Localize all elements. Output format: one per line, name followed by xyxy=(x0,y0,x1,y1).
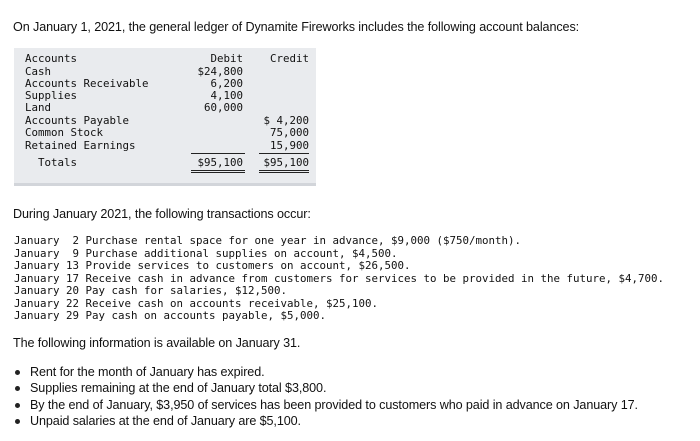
transaction-line: January 2 Purchase rental space for one year in advance, $9,000 ($750/month). xyxy=(14,234,522,247)
debit-header: Debit xyxy=(210,52,243,65)
ledger-row-debit: 6,200 xyxy=(210,77,243,90)
ledger-row-debit: $24,800 xyxy=(197,65,243,78)
transaction-line: January 22 Receive cash on accounts receivable, $25,100. xyxy=(14,296,379,310)
ledger-row-credit: $ 4,200 xyxy=(263,114,309,127)
transactions-intro: During January 2021, the following transactions occur: xyxy=(13,207,311,221)
bullet-icon xyxy=(15,403,20,408)
transactions-list xyxy=(14,235,664,323)
totals-label: Totals xyxy=(38,156,78,169)
list-item-text: Supplies remaining at the end of January total $3,800. xyxy=(30,381,327,396)
ledger-table xyxy=(14,48,316,186)
info-intro: The following information is available on January 31. xyxy=(13,336,301,350)
list-item-text: By the end of January, $3,950 of services has been provided to customers who paid in advance on January 17. xyxy=(30,397,638,412)
debit-total-rule xyxy=(191,153,245,154)
transaction-line: January 9 Purchase additional supplies on account, $4,500. xyxy=(14,246,398,260)
list-item-text: Rent for the month of January has expired. xyxy=(30,365,265,379)
ledger-row-debit: 60,000 xyxy=(203,101,243,114)
credit-total-rule xyxy=(259,153,309,154)
ledger-row-account: Supplies xyxy=(25,89,78,102)
transaction-line: January 13 Provide services to customers on account, $26,500. xyxy=(14,259,411,272)
transaction-line: January 20 Pay cash for salaries, $12,500. xyxy=(14,284,288,297)
ledger-row-account: Common Stock xyxy=(25,126,104,139)
bullet-icon xyxy=(15,370,20,375)
ledger-row-account: Land xyxy=(25,101,52,114)
bullet-icon xyxy=(15,419,20,424)
totals-debit: $95,100 xyxy=(197,156,243,169)
transaction-line: January 17 Receive cash in advance from customers for services to be provided in the future, $4,700. xyxy=(14,271,665,285)
ledger-row-credit: 15,900 xyxy=(269,139,309,152)
credit-double-rule-2 xyxy=(259,172,309,173)
transaction-line: January 29 Pay cash on accounts payable, $5,000. xyxy=(14,309,327,322)
ledger-row-account: Accounts Receivable xyxy=(25,77,149,90)
bullet-icon xyxy=(15,386,20,391)
credit-header: Credit xyxy=(269,52,309,65)
ledger-row-account: Retained Earnings xyxy=(25,139,136,152)
list-item-text: Unpaid salaries at the end of January are $5,100. xyxy=(30,414,301,429)
intro-text: On January 1, 2021, the general ledger of Dynamite Fireworks includes the following account balances: xyxy=(13,20,580,34)
debit-double-rule-2 xyxy=(191,172,245,173)
credit-double-rule-1 xyxy=(259,170,309,171)
ledger-row-credit: 75,000 xyxy=(269,126,309,139)
ledger-row-account: Accounts Payable xyxy=(25,114,130,127)
totals-credit: $95,100 xyxy=(263,156,309,169)
accounts-header: Accounts xyxy=(25,52,78,65)
ledger-row-debit: 4,100 xyxy=(210,89,243,102)
debit-double-rule-1 xyxy=(191,170,245,171)
ledger-row-account: Cash xyxy=(25,65,52,78)
